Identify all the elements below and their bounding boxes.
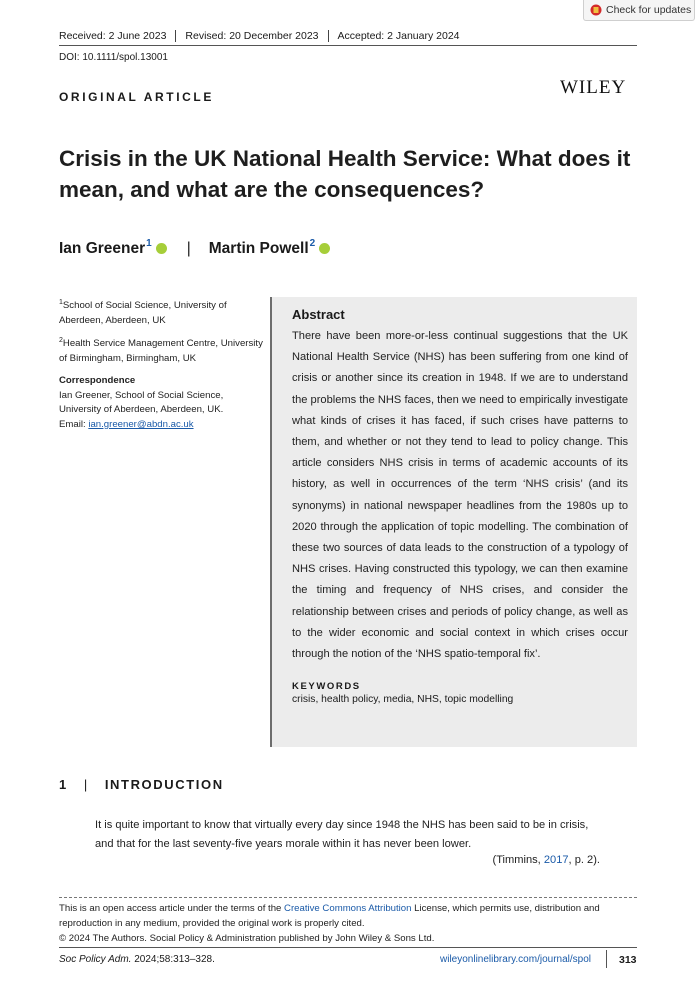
- article-dates: [59, 30, 469, 42]
- affiliation: $^2$Health Service Management Centre, University of Birmingham, Birmingham, UK: [59, 337, 263, 364]
- keywords-heading: KEYWORDS: [292, 681, 361, 693]
- article-type: ORIGINAL ARTICLE: [59, 90, 214, 104]
- citation-link[interactable]: 2017: [543, 854, 569, 866]
- epigraph-citation: (Timmins, 2017, p. 2).: [492, 854, 600, 866]
- orcid-icon[interactable]: [319, 243, 330, 254]
- correspondence-heading: Correspondence: [59, 375, 136, 387]
- author-list: [59, 240, 330, 258]
- accepted-date: Accepted: 2 January 2024: [328, 30, 469, 42]
- epigraph-quote: It is quite important to know that virtually every day since 1948 the NHS has been said to be in crisis, and that for the last seventy-five years morale within it has never been lower.: [95, 819, 589, 850]
- doi[interactable]: DOI: 10.1111/spol.13001: [59, 52, 168, 63]
- header-rule: [59, 45, 637, 46]
- journal-citation: Soc Policy Adm. 2024;58:313–328.: [59, 954, 215, 965]
- page-number: 313: [619, 954, 637, 966]
- check-for-updates-badge[interactable]: [583, 0, 695, 21]
- affiliation: $^1$School of Social Science, University of Aberdeen, Aberdeen, UK: [59, 299, 227, 326]
- copyright: © 2024 The Authors. Social Policy & Administration published by John Wiley & Sons Ltd.: [59, 933, 435, 944]
- author-name[interactable]: Martin Powell: [208, 240, 309, 257]
- abstract-heading: Abstract: [292, 307, 345, 322]
- abstract-text: There have been more-or-less continual suggestions that the UK National Health Service (NHS) has been suffering from one kind of crisis or another since its creation in 1948. If we are to understand the problems the NHS faces, then we need to empirically investigate what kinds of crises it has faced, if such crises have patterns to them, and whether or not they tend to lead to policy change. This article considers NHS crisis in terms of academic accounts of its history, as well in occurrences of the term ‘NHS crisis’ (and its synonyms) in national newspaper headlines from the 1980s up to 2020 through the application of topic modelling. The combination of these two sources of data leads to the construction of a typology of NHS crises. Having constructed this typology, we can then examine the timing and frequency of NHS crises, and consider the relationship between crises and periods of policy change, as well as to the wider economic and social context in which crises occur through the notion of the ‘NHS spatio-temporal fix’.: [292, 330, 628, 661]
- email-link[interactable]: ian.greener@abdn.ac.uk: [88, 418, 194, 430]
- publisher-logo: WILEY: [560, 77, 627, 98]
- keywords: crisis, health policy, media, NHS, topic modelling: [292, 694, 514, 706]
- affiliations: [59, 296, 264, 438]
- article-title: Crisis in the UK National Health Service: What does it mean, and what are the consequences?: [59, 146, 631, 202]
- revised-date: Revised: 20 December 2023: [175, 30, 327, 42]
- author-separator: |: [186, 240, 191, 257]
- license-notice: This is an open access article under the terms of the Creative Commons Attribution License, which permits use, distribution and reproduction in any medium, provided the original work is properly cited. © 2024 The Authors. Social Policy & Administration published by John Wiley & Sons Ltd.: [59, 903, 600, 944]
- footnote-divider: [59, 897, 637, 898]
- update-icon: [590, 4, 602, 16]
- section-separator: |: [83, 777, 89, 792]
- orcid-icon[interactable]: [156, 243, 167, 254]
- correspondence-text: Ian Greener, School of Social Science, University of Aberdeen, Aberdeen, UK. Email: ian.greener@abdn.ac.uk: [59, 389, 224, 430]
- author-name[interactable]: Ian Greener: [59, 240, 146, 257]
- page-separator: [606, 950, 607, 968]
- affiliation-marker[interactable]: 1: [146, 238, 152, 249]
- affiliation-marker[interactable]: 2: [309, 238, 316, 249]
- section-title: INTRODUCTION: [104, 777, 224, 792]
- received-date: Received: 2 June 2023: [59, 30, 167, 42]
- abstract-box: [270, 297, 637, 747]
- footer-rule: [59, 947, 637, 948]
- section-number: 1: [59, 777, 68, 792]
- license-link[interactable]: Creative Commons Attribution: [284, 903, 412, 914]
- check-for-updates-label: Check for updates: [606, 4, 692, 16]
- journal-url[interactable]: wileyonlinelibrary.com/journal/spol: [440, 954, 591, 965]
- section-heading: [59, 777, 224, 792]
